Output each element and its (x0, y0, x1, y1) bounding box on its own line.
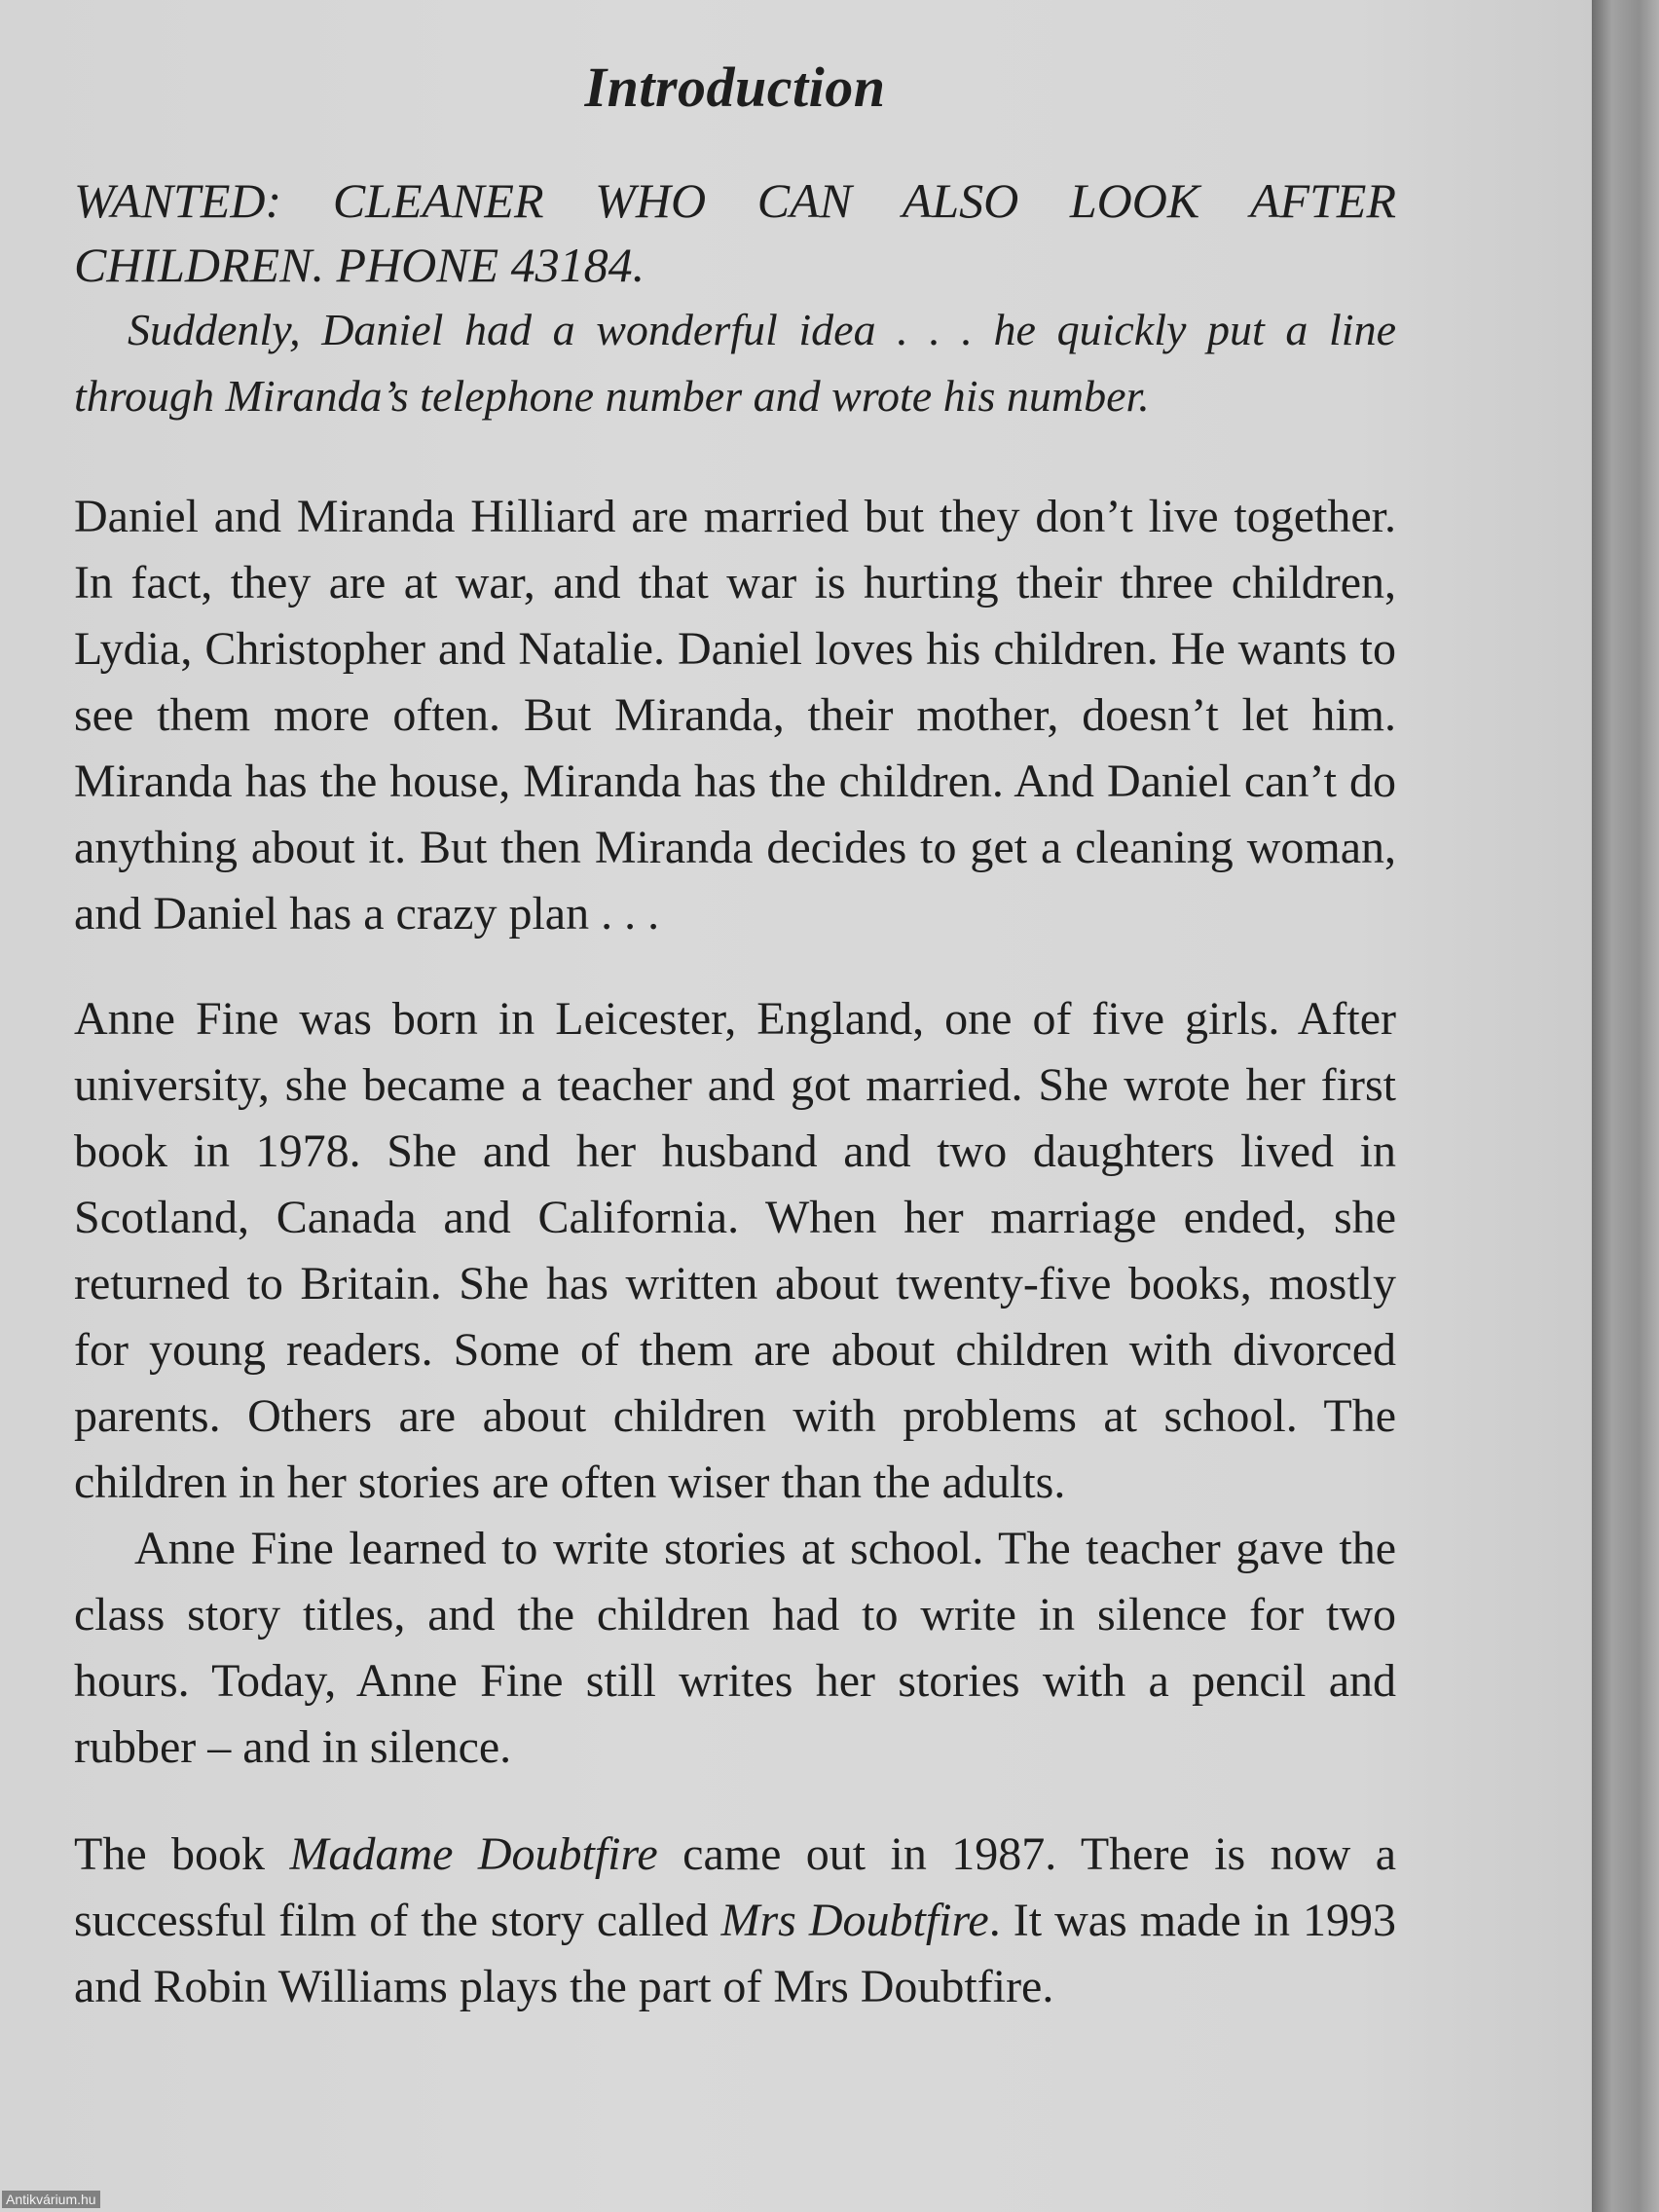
intro-paragraph-film (74, 1822, 1396, 2020)
page-title: Introduction (584, 55, 886, 119)
film-title: Mrs Doubtfire (720, 1895, 989, 1946)
film-text-part-1: The book (74, 1828, 290, 1880)
page-edge (1592, 0, 1659, 2212)
film-text-part-2: came out in 1987. There is now a successful film of the story called (74, 1828, 1397, 1946)
intro-paragraph-writing: Anne Fine learned to write stories at school. The teacher gave the class story titles, and the children had to write in silence for two hours. Today, Anne Fine still writes her stories with a pencil and rubber – and in silence. (74, 1523, 1396, 1773)
page-content (74, 55, 1396, 2020)
intro-paragraph-author: Anne Fine was born in Leicester, England, one of five girls. After university, she became a teacher and got married. She wrote her first book in 1978. She and her husband and two daughters lived in Scotland, Canada and California. When her marriage ended, she returned to Britain. She has written about twenty-five books, mostly for young readers. Some of them are about children with divorced parents. Others are about children with problems at school. The children in her stories are often wiser than the adults. (74, 993, 1396, 1508)
story-quote: Suddenly, Daniel had a wonderful idea . . . he quickly put a line through Miranda’s telephone number and wrote his number. (74, 305, 1396, 421)
wanted-advert: WANTED: CLEANER WHO CAN ALSO LOOK AFTER CHILDREN. PHONE 43184. (74, 173, 1396, 292)
film-text-part-3: . It was made in 1993 and Robin Williams plays the part of Mrs Doubtfire. (74, 1895, 1397, 2012)
book-title: Madame Doubtfire (289, 1828, 658, 1880)
watermark: Antikvárium.hu (2, 2191, 100, 2208)
intro-paragraph-story: Daniel and Miranda Hilliard are married but they don’t live together. In fact, they are at war, and that war is hurting their three children, Lydia, Christopher and Natalie. Daniel loves his children. He wants to see them more often. But Miranda, their mother, doesn’t let him. Miranda has the house, Miranda has the children. And Daniel can’t do anything about it. But then Miranda decides to get a cleaning woman, and Daniel has a crazy plan . . . (74, 491, 1396, 940)
